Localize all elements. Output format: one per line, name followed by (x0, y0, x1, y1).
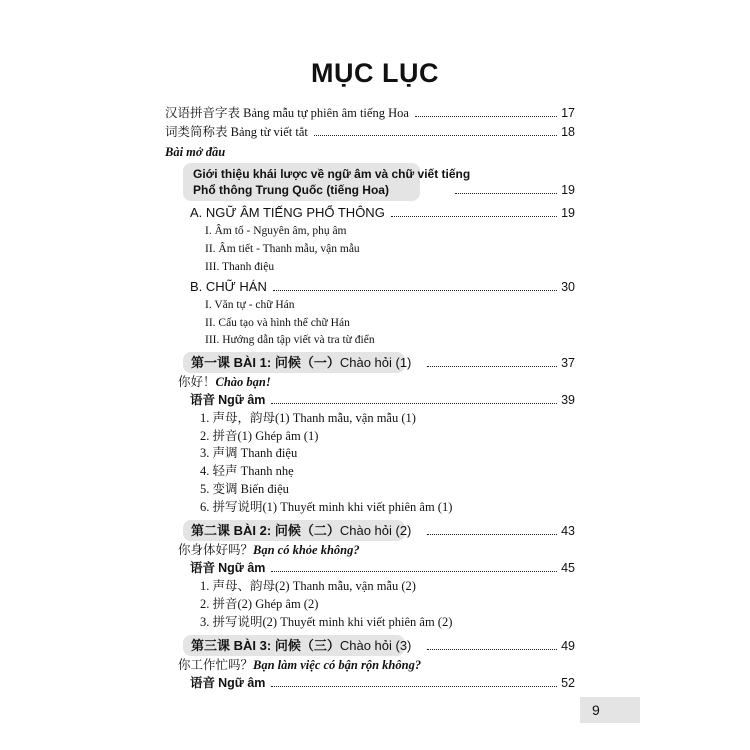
toc-entry-abbrev-table[interactable] (165, 124, 575, 140)
toc-entry-section-a[interactable] (190, 205, 575, 221)
toc-entry-lesson-3[interactable] (191, 638, 575, 654)
page-ref: 43 (561, 524, 575, 538)
page-ref: 19 (561, 206, 575, 220)
lesson-subtitle (178, 542, 360, 558)
phonetics-item: 2. 拼音(2) Ghép âm (2) (200, 597, 319, 611)
phonetics-item: 3. 声调 Thanh điệu (200, 446, 298, 460)
dot-leader (427, 649, 557, 650)
lesson-topic-cn: 问候（二） (274, 523, 340, 538)
phonetics-item: 4. 轻声 Thanh nhẹ (200, 464, 294, 478)
lesson-number-cn: 第二课 (191, 523, 231, 538)
toc-entry-phonetics[interactable] (190, 392, 575, 408)
subtitle-vi: Chào bạn! (215, 375, 271, 389)
phonetics-vi: Ngữ âm (218, 561, 266, 575)
subtitle-vi: Bạn có khỏe không? (253, 543, 360, 557)
lesson-number: BÀI 1: (233, 355, 272, 370)
intro-heading: Bài mở đầu (165, 145, 226, 159)
phonetics-item: 6. 拼写说明(1) Thuyết minh khi viết phiên âm (1) (200, 500, 453, 514)
section-a-item: III. Thanh điệu (205, 261, 275, 273)
intro-line-2: Phổ thông Trung Quốc (tiếng Hoa) (193, 183, 389, 197)
phonetics-item: 1. 声母，韵母(1) Thanh mẫu, vận mẫu (1) (200, 411, 416, 425)
page-ref: 19 (561, 183, 575, 197)
phonetics-item: 1. 声母、韵母(2) Thanh mẫu, vận mẫu (2) (200, 579, 416, 593)
lesson-subtitle (178, 657, 421, 673)
phonetics-vi: Ngữ âm (218, 676, 266, 690)
phonetics-cn: 语音 (190, 675, 216, 690)
subtitle-cn: 你身体好吗？ (178, 542, 254, 557)
toc-entry-phonetics[interactable] (190, 675, 575, 691)
intro-line-1: Giới thiệu khái lược về ngữ âm và chữ viết tiếng (193, 167, 471, 181)
lesson-topic-vi: Chào hỏi (1) (339, 355, 412, 370)
page-ref: 52 (561, 676, 575, 690)
lesson-subtitle (178, 374, 271, 390)
section-a-item: II. Âm tiết - Thanh mẫu, vận mẫu (205, 243, 360, 255)
toc-entry-phonetics[interactable] (190, 560, 575, 576)
toc-entry-intro[interactable] (193, 182, 575, 198)
lesson-number-cn: 第三课 (191, 638, 231, 653)
phonetics-item: 2. 拼音(1) Ghép âm (1) (200, 429, 319, 443)
phonetics-item: 5. 变调 Biến điệu (200, 482, 289, 496)
section-b-item: III. Hướng dẫn tập viết và tra từ điển (205, 334, 375, 346)
entry-vi: Bảng mẫu tự phiên âm tiếng Hoa (243, 106, 409, 120)
dot-leader (455, 193, 557, 194)
phonetics-cn: 语音 (190, 392, 216, 407)
page-ref: 45 (561, 561, 575, 575)
entry-cn: 词类简称表 (165, 124, 228, 139)
phonetics-cn: 语音 (190, 560, 216, 575)
section-b-item: II. Cấu tạo và hình thể chữ Hán (205, 317, 350, 329)
dot-leader (314, 135, 557, 136)
phonetics-item: 3. 拼写说明(2) Thuyết minh khi viết phiên âm (2) (200, 615, 453, 629)
dot-leader (271, 686, 557, 687)
lesson-number: BÀI 2: (233, 523, 272, 538)
dot-leader (391, 216, 557, 217)
lesson-topic-cn: 问候（三） (274, 638, 340, 653)
entry-vi: Bảng từ viết tắt (230, 125, 308, 139)
page-ref: 30 (561, 280, 575, 294)
lesson-topic-cn: 问候（一） (274, 355, 340, 370)
dot-leader (271, 403, 557, 404)
subtitle-cn: 你好！ (178, 374, 216, 389)
section-b-item: I. Văn tự - chữ Hán (205, 299, 295, 311)
dot-leader (415, 116, 557, 117)
lesson-number-cn: 第一课 (191, 355, 231, 370)
page-ref: 49 (561, 639, 575, 653)
lesson-topic-vi: Chào hỏi (3) (339, 638, 412, 653)
section-a-label: A. NGỮ ÂM TIẾNG PHỔ THÔNG (190, 205, 385, 220)
toc-entry-section-b[interactable] (190, 279, 575, 295)
page-ref: 18 (561, 125, 575, 139)
entry-cn: 汉语拼音字表 (165, 105, 241, 120)
dot-leader (271, 571, 557, 572)
subtitle-vi: Bạn làm việc có bận rộn không? (253, 658, 422, 672)
page-title: MỤC LỤC (311, 58, 439, 88)
dot-leader (427, 534, 557, 535)
lesson-topic-vi: Chào hỏi (2) (339, 523, 412, 538)
toc-entry-lesson-2[interactable] (191, 523, 575, 539)
page-ref: 17 (561, 106, 575, 120)
page-ref: 37 (561, 356, 575, 370)
page-number: 9 (580, 697, 640, 723)
lesson-number: BÀI 3: (233, 638, 272, 653)
section-b-label: B. CHỮ HÁN (190, 279, 267, 294)
dot-leader (427, 366, 557, 367)
page-ref: 39 (561, 393, 575, 407)
phonetics-vi: Ngữ âm (218, 393, 266, 407)
toc-entry-pinyin-table[interactable] (165, 105, 575, 121)
subtitle-cn: 你工作忙吗？ (178, 657, 254, 672)
dot-leader (273, 290, 557, 291)
toc-entry-lesson-1[interactable] (191, 355, 575, 371)
section-a-item: I. Âm tố - Nguyên âm, phụ âm (205, 225, 347, 237)
